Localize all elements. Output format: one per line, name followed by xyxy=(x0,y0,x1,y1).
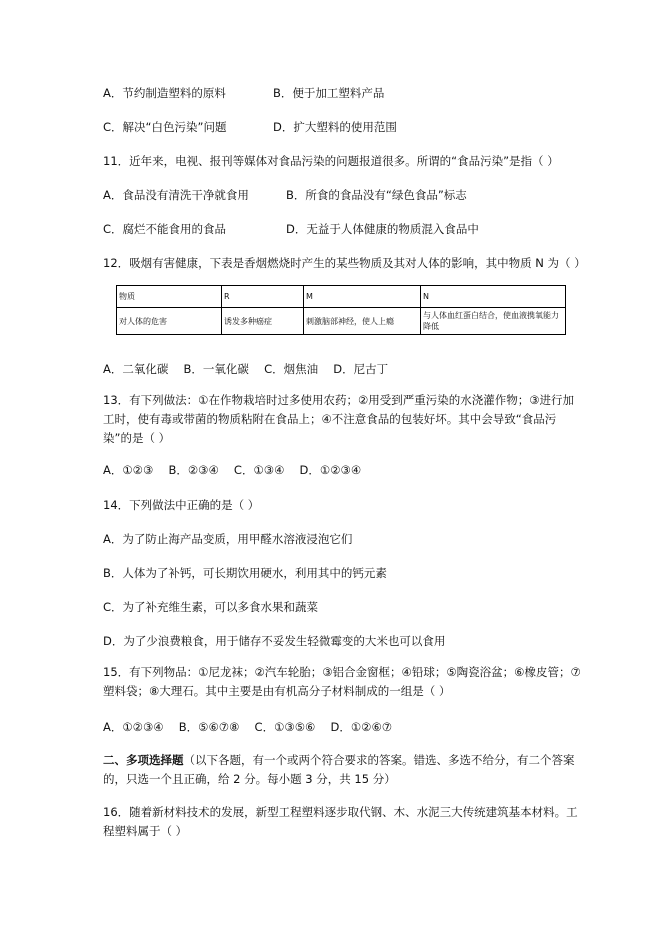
q11-option-b: B．所食的食品没有“绿色食品”标志 xyxy=(286,188,467,202)
table-cell: 诱发多种癌症 xyxy=(222,308,304,335)
q11-stem: 11．近年来，电视、报刊等媒体对食品污染的问题报道很多。所谓的“食品污染”是指（ ） xyxy=(103,154,559,168)
q10-option-a: A．节约制造塑料的原料 xyxy=(103,86,226,100)
table-row xyxy=(117,308,566,335)
q10-option-b: B．便于加工塑料产品 xyxy=(273,86,385,100)
section2-title: 二、多项选择题 xyxy=(103,753,184,767)
q13-options: A．①②③ B．②③④ C．①③④ D．①②③④ xyxy=(103,463,362,477)
q10-option-d: D．扩大塑料的使用范围 xyxy=(273,120,397,134)
q14-option-b: B．人体为了补钙，可长期饮用硬水，利用其中的钙元素 xyxy=(103,566,387,580)
q16-stem: 16．随着新材料技术的发展，新型工程塑料逐步取代钢、木、水泥三大传统建筑基本材料。工程塑料属于（ ） xyxy=(103,805,578,838)
q14-option-c: C．为了补充维生素，可以多食水果和蔬菜 xyxy=(103,600,319,614)
q14-option-d: D．为了少浪费粮食，用于储存不妥发生轻微霉变的大米也可以食用 xyxy=(103,634,446,648)
table-cell: M xyxy=(304,286,421,308)
section2-heading xyxy=(103,751,581,789)
table-row xyxy=(117,286,566,308)
table-cell: R xyxy=(222,286,304,308)
table-cell: 与人体血红蛋白结合，使血液携氧能力降低 xyxy=(421,308,566,335)
table-cell: N xyxy=(421,286,566,308)
q11-option-a: A．食品没有清洗干净就食用 xyxy=(103,188,249,202)
q12-table xyxy=(116,285,566,335)
table-cell: 对人体的危害 xyxy=(117,308,222,335)
q12-stem: 12．吸烟有害健康，下表是香烟燃烧时产生的某些物质及其对人体的影响，其中物质 N 为（ ） xyxy=(103,256,586,270)
table-cell: 物质 xyxy=(117,286,222,308)
section2-description: （以下各题，有一个或两个符合要求的答案。错选、多选不给分，有二个答案的，只选一个且正确，给 2 分。每小题 3 分，共 15 分） xyxy=(103,753,575,786)
q11-option-d: D．无益于人体健康的物质混入食品中 xyxy=(286,222,479,236)
q15-options: A．①②③④ B．⑤⑥⑦⑧ C．①③⑤⑥ D．①②⑥⑦ xyxy=(103,720,393,734)
q11-option-c: C．腐烂不能食用的食品 xyxy=(103,222,227,236)
q14-stem: 14．下列做法中正确的是（ ） xyxy=(103,498,260,512)
q14-option-a: A．为了防止海产品变质，用甲醛水溶液浸泡它们 xyxy=(103,532,353,546)
q15-stem: 15．有下列物品：①尼龙袜；②汽车轮胎；③铝合金窗框；④铅球；⑤陶瓷浴盆；⑥橡皮管；⑦塑料袋；⑧大理石。其中主要是由有机高分子材料制成的一组是（ ） xyxy=(103,665,581,698)
q12-options: A．二氧化碳 B．一氧化碳 C．烟焦油 D．尼古丁 xyxy=(103,362,389,376)
q10-option-c: C．解决“白色污染”问题 xyxy=(103,120,227,134)
table-cell: 刺激脑部神经，使人上瘾 xyxy=(304,308,421,335)
q13-stem: 13．有下列做法：①在作物栽培时过多使用农药；②用受到严重污染的水浇灌作物；③进行加工时，使有毒或带菌的物质粘附在食品上；④不注意食品的包装好坏。其中会导致“食品污染”的是（ ） xyxy=(103,393,575,445)
